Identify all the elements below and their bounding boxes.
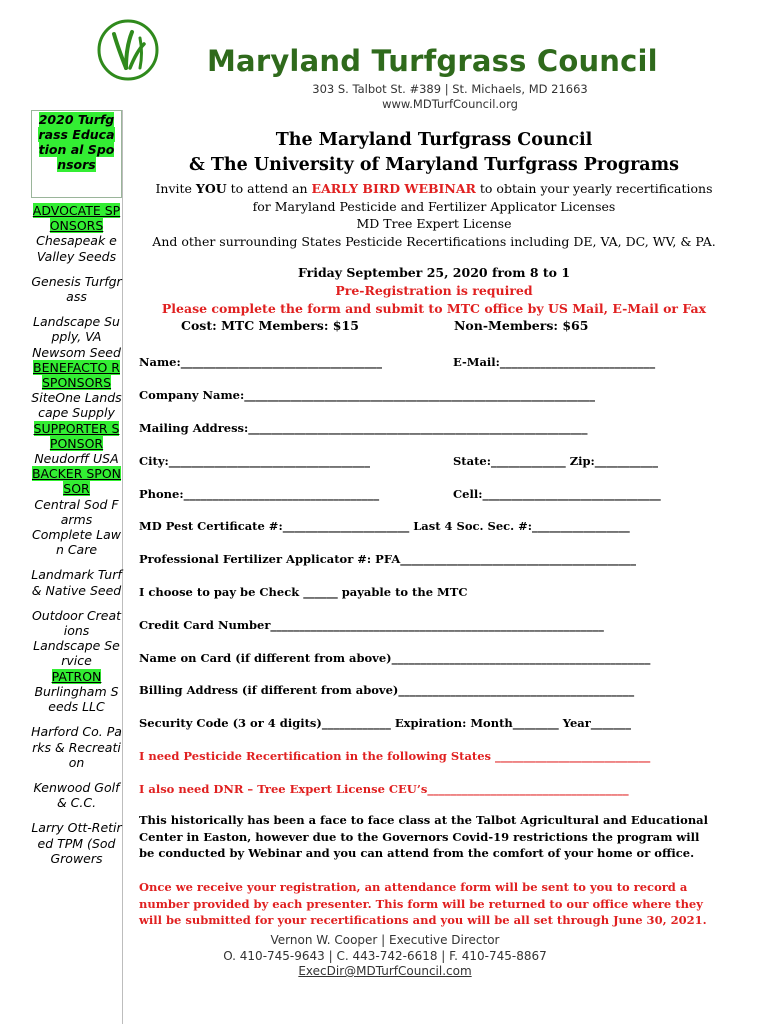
sponsor-name: Central Sod Farms bbox=[34, 496, 119, 527]
states-line: And other surrounding States Pesticide Recertifications including DE, VA, DC, WV, & PA. bbox=[152, 233, 716, 249]
dnr-ceu-field[interactable]: I also need DNR – Tree Expert License CEU’s___________________________________ bbox=[139, 782, 629, 796]
contact-email-link[interactable]: ExecDir@MDTurfCouncil.com bbox=[298, 964, 472, 978]
sponsor-name: Kenwood Golf & C.C. bbox=[33, 779, 120, 811]
state-zip-field[interactable]: State:_____________ Zip:___________ bbox=[453, 454, 658, 468]
sponsor-name: Larry Ott-Retired TPM (Sod Growers bbox=[31, 820, 122, 866]
sponsor-name: SiteOne Landscape Supply bbox=[31, 390, 122, 421]
licenses-line: for Maryland Pesticide and Fertilizer Applicator Licenses bbox=[252, 198, 616, 214]
contact-phones: O. 410-745-9643 | C. 443-742-6618 | F. 410-745-8867 bbox=[223, 948, 547, 963]
sponsor-level-text: ADVOCATE SPONSORS bbox=[32, 203, 121, 234]
city-field[interactable]: City:___________________________________ bbox=[139, 454, 371, 468]
sponsor-name: Neudorff USA bbox=[34, 451, 119, 467]
sponsor-level-label bbox=[31, 203, 122, 233]
sponsor-name: Newsom Seed bbox=[32, 344, 121, 360]
sponsor-name: Chesapeak e Valley Seeds bbox=[36, 233, 117, 264]
title-line-2: & The University of Maryland Turfgrass Programs bbox=[189, 155, 679, 175]
phone-row bbox=[139, 487, 661, 501]
sponsor-name: Complete Lawn Care bbox=[31, 527, 122, 558]
contact-footer bbox=[185, 933, 585, 980]
fert-applicator-field[interactable]: Professional Fertilizer Applicator #: PFA_________________________________________ bbox=[139, 552, 636, 566]
sponsor-name: Genesis Turfgrass bbox=[31, 273, 122, 305]
sponsor-level-label bbox=[31, 669, 122, 684]
turfgrass-logo-icon bbox=[96, 18, 160, 82]
sponsor-name: Harford Co. Parks & Recreation bbox=[31, 724, 122, 770]
sponsor-level-text: SUPPORTER SPONSOR bbox=[33, 420, 120, 451]
org-address-block bbox=[250, 82, 650, 112]
submit-notice: Please complete the form and submit to MTC office by US Mail, E-Mail or Fax bbox=[161, 301, 707, 316]
sponsor-level-text: PATRON bbox=[51, 668, 102, 684]
cost-nonmembers: Non-Members: $65 bbox=[454, 318, 589, 333]
invite-mid: to attend an bbox=[226, 181, 312, 196]
invite-you: YOU bbox=[195, 181, 227, 196]
sponsor-level-label bbox=[31, 360, 122, 390]
security-expiration-field[interactable]: Security Code (3 or 4 digits)____________ Expiration: Month________ Year_______ bbox=[139, 716, 632, 730]
tree-line: MD Tree Expert License bbox=[356, 216, 512, 231]
sponsor-name: Landscape Service bbox=[33, 638, 120, 669]
prereg-notice: Pre-Registration is required bbox=[335, 283, 533, 298]
webinar-note: This historically has been a face to face class at the Talbot Agricultural and Educational Center in Easton, however due to the Governors Covid-19 restrictions the program will be conducted by Webinar and you can attend from the comfort of your home or office. bbox=[139, 813, 708, 860]
sponsor-name: Landscape Supply, VA bbox=[33, 314, 120, 345]
org-website: www.MDTurfCouncil.org bbox=[382, 97, 518, 111]
cost-members: Cost: MTC Members: $15 bbox=[181, 318, 359, 333]
sponsor-heading: 2020 Turfgrass Education al Sponsors bbox=[38, 112, 115, 172]
sponsor-level-text: BACKER SPONSOR bbox=[31, 466, 122, 497]
cost-row bbox=[134, 318, 734, 336]
sponsor-list bbox=[31, 203, 122, 866]
sponsor-name: Burlingham Seeds LLC bbox=[34, 683, 119, 715]
attendance-note: Once we receive your registration, an attendance form will be sent to you to record a number provided by each presenter. This form will be returned to our office where they will be submitted for your recertifications and you will be all set through June 30, 2021. bbox=[139, 880, 707, 927]
invite-webinar: EARLY BIRD WEBINAR bbox=[311, 181, 476, 196]
invite-post: to obtain your yearly recertifications bbox=[475, 181, 713, 196]
event-info bbox=[134, 264, 734, 318]
pest-cert-field[interactable]: MD Pest Certificate #:______________________ Last 4 Soc. Sec. #:_________________ bbox=[139, 519, 630, 533]
event-date: Friday September 25, 2020 from 8 to 1 bbox=[297, 265, 571, 280]
recert-states-field[interactable]: I need Pesticide Recertification in the following States ___________________________ bbox=[139, 749, 651, 763]
title-line-1: The Maryland Turfgrass Council bbox=[275, 130, 593, 150]
invite-line bbox=[134, 180, 734, 198]
org-address: 303 S. Talbot St. #389 | St. Michaels, MD 21663 bbox=[312, 82, 588, 96]
sponsor-heading-box bbox=[31, 110, 122, 198]
company-field[interactable]: Company Name:_____________________________________________________________ bbox=[139, 388, 595, 402]
sponsor-level-label bbox=[31, 421, 122, 451]
email-field[interactable]: E-Mail:___________________________ bbox=[453, 355, 656, 369]
card-number-field[interactable]: Credit Card Number__________________________________________________________ bbox=[139, 618, 604, 632]
sponsor-level-text: BENEFACTO R SPONSORS bbox=[33, 359, 120, 391]
name-on-card-field[interactable]: Name on Card (if different from above)_____________________________________________ bbox=[139, 651, 651, 665]
sponsor-level-label bbox=[31, 466, 122, 496]
contact-name: Vernon W. Cooper | Executive Director bbox=[270, 933, 500, 947]
name-field[interactable]: Name:___________________________________ bbox=[139, 355, 382, 369]
org-title: Maryland Turfgrass Council bbox=[207, 44, 658, 78]
sponsor-name: Landmark Turf & Native Seed bbox=[31, 567, 122, 598]
sponsor-sidebar bbox=[31, 110, 123, 1024]
name-row bbox=[139, 355, 656, 369]
phone-field[interactable]: Phone:__________________________________ bbox=[139, 487, 380, 501]
city-row bbox=[139, 454, 658, 468]
main-content bbox=[134, 128, 734, 336]
sponsor-name: Outdoor Creations bbox=[31, 607, 122, 639]
invite-pre: Invite bbox=[155, 181, 196, 196]
pay-check-field[interactable]: I choose to pay be Check ______ payable to the MTC bbox=[139, 585, 468, 599]
cell-field[interactable]: Cell:_______________________________ bbox=[453, 487, 661, 501]
billing-address-field[interactable]: Billing Address (if different from above)_________________________________________ bbox=[139, 683, 635, 697]
mailing-field[interactable]: Mailing Address:___________________________________________________________ bbox=[139, 421, 588, 435]
